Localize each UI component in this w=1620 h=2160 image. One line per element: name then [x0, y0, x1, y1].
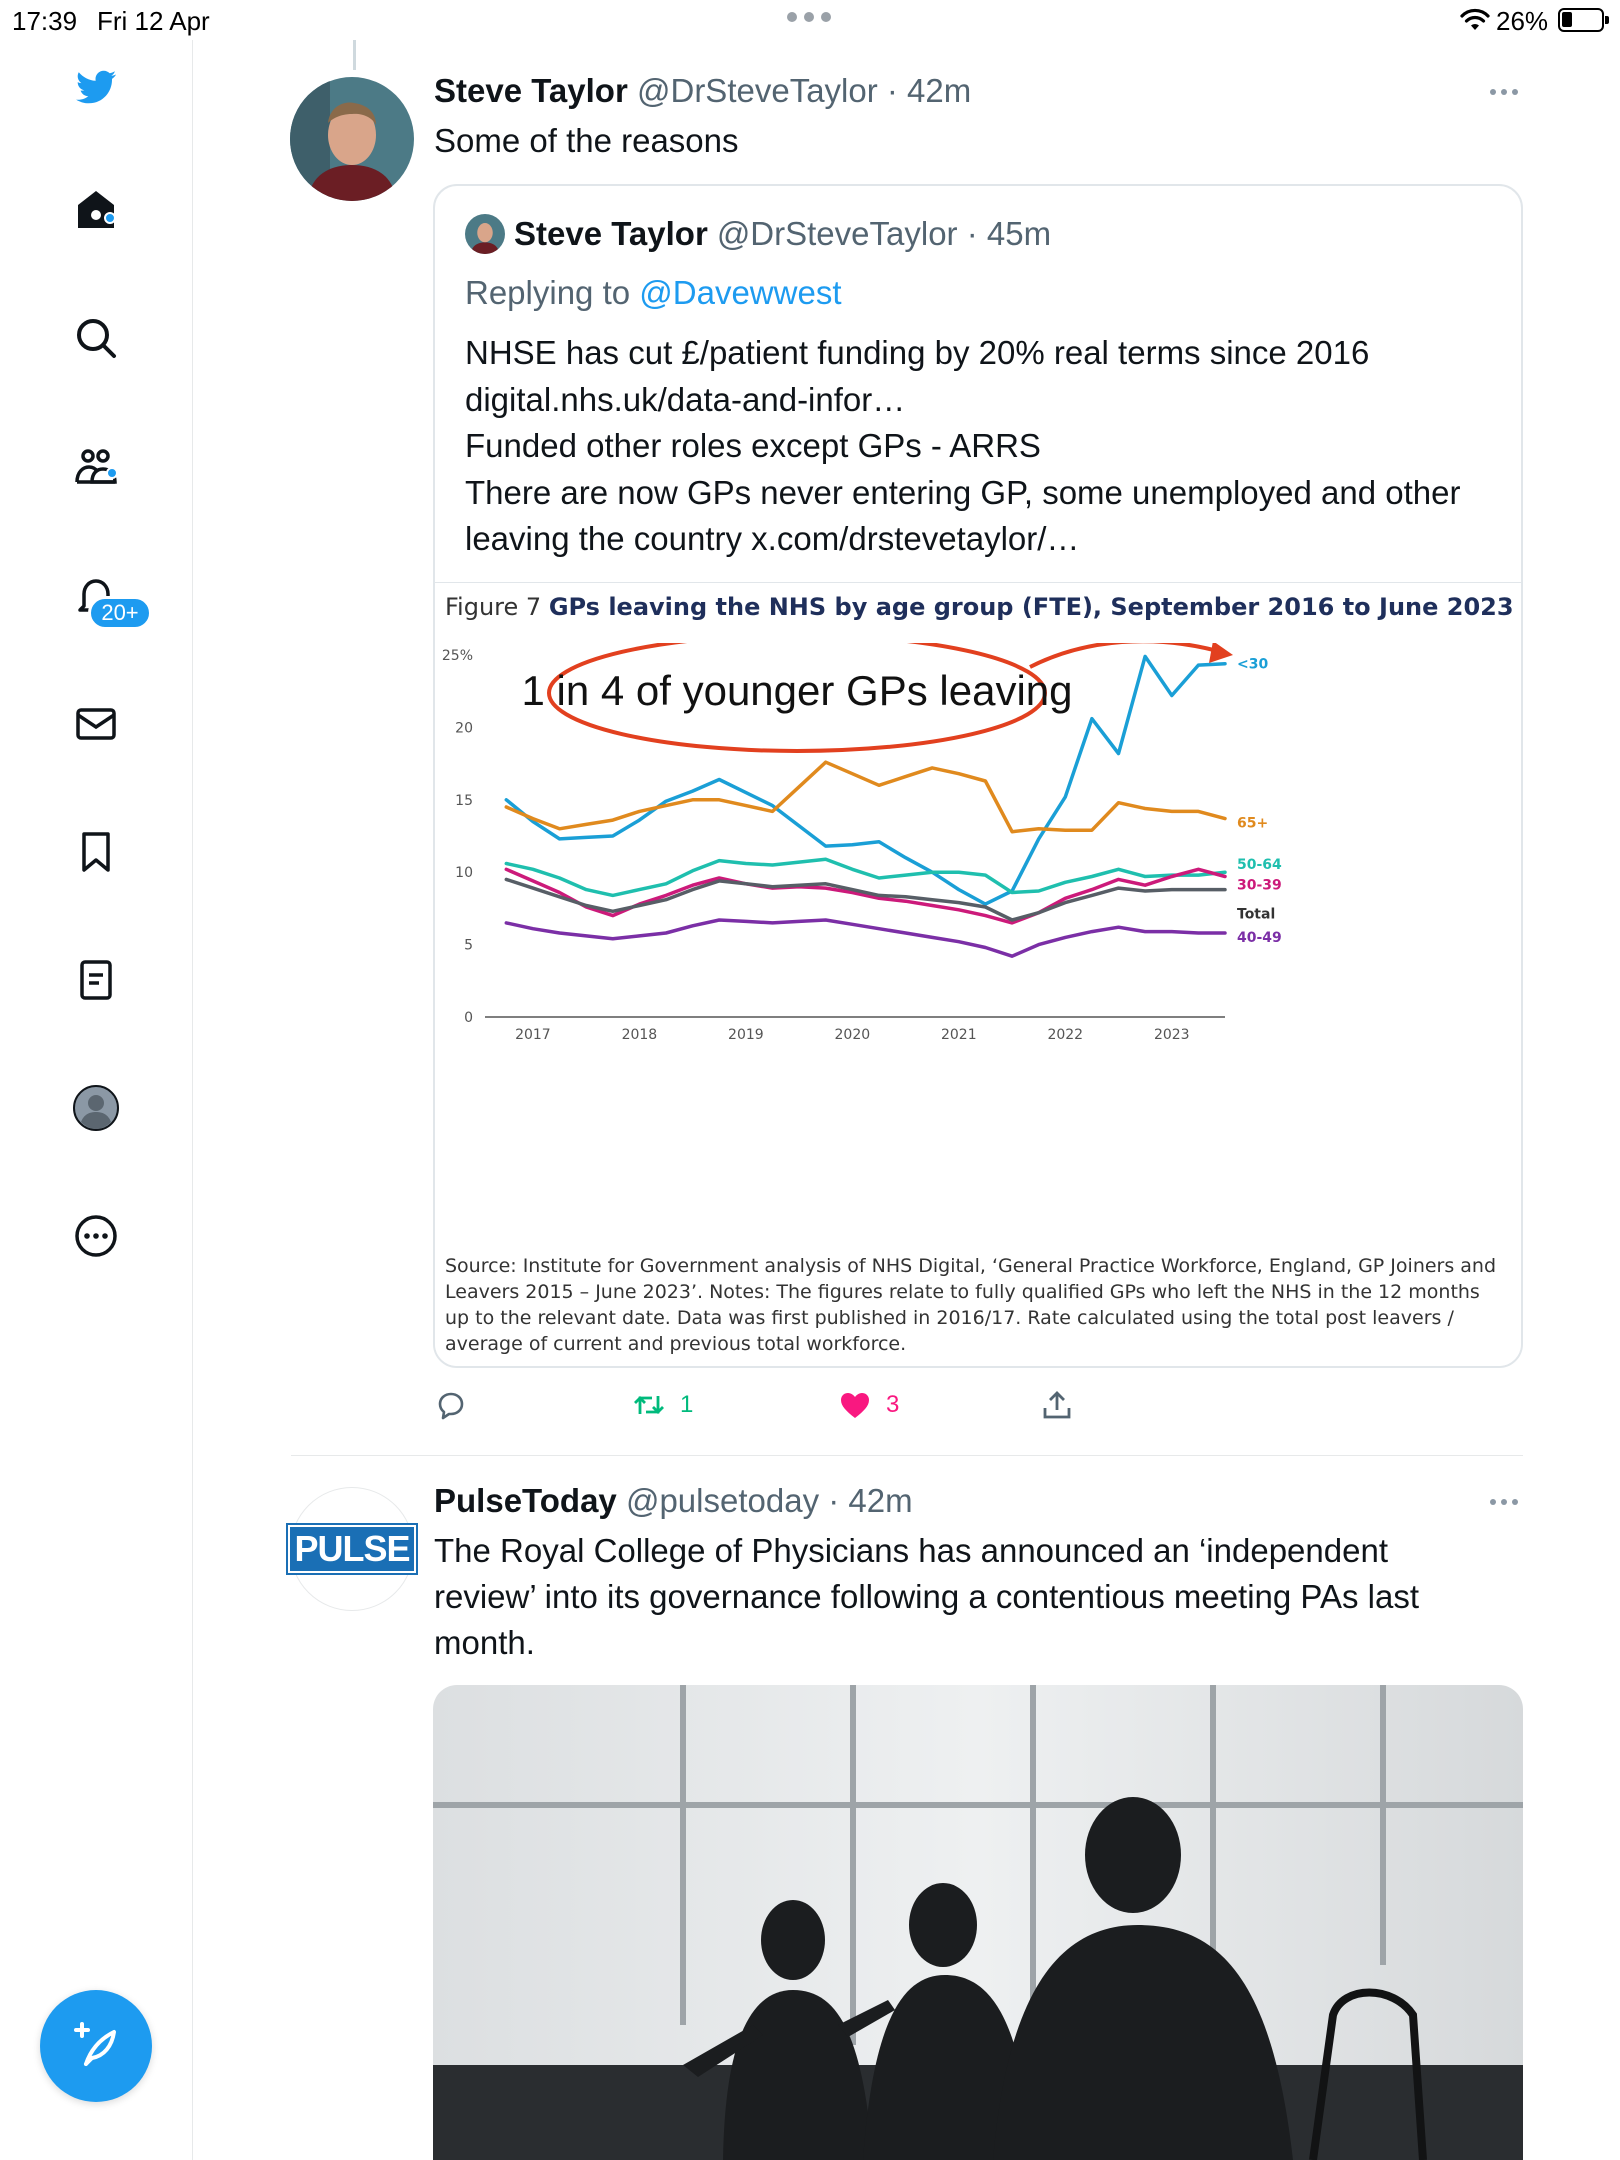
- series-end-label: Total: [1237, 906, 1276, 923]
- chart-image[interactable]: [435, 583, 1523, 1368]
- sidebar-nav: [0, 40, 193, 2160]
- tweet-header: [434, 1482, 913, 1520]
- article-photo[interactable]: [433, 1685, 1523, 2160]
- y-tick-label: 10: [455, 865, 473, 882]
- battery-percent: 26%: [1496, 6, 1549, 36]
- share-upload-icon: [1040, 1388, 1074, 1422]
- replying-to: [465, 274, 842, 312]
- like-button[interactable]: [838, 1388, 899, 1422]
- replying-to-prefix: Replying to: [465, 274, 640, 311]
- feather-plus-icon: [68, 2018, 124, 2074]
- quoted-tweet-card[interactable]: [433, 184, 1523, 1368]
- figure-title: [445, 593, 1514, 621]
- twitter-bird-icon[interactable]: [68, 60, 124, 116]
- author-handle-time[interactable]: @pulsetoday · 42m: [625, 1482, 913, 1519]
- communities-icon[interactable]: [68, 438, 124, 494]
- quoted-text-line: There are now GPs never entering GP, some unemployed and other leaving the country x.com/drstevetaylor/…: [465, 473, 1461, 557]
- multitasking-dots-icon[interactable]: [787, 12, 831, 22]
- quoted-avatar: [465, 214, 505, 254]
- figure-source-note: Source: Institute for Government analysis of NHS Digital, ‘General Practice Workforce, England, GP Joiners and Leavers 2015 – June 2023’. Notes: The figures relate to fully qualified GPs who left the NHS in the 12 months up to the relevant date. Data was first published in 2016/17. Rate calculated using the total post leavers / average of current and previous total workforce.: [445, 1255, 1497, 1355]
- series-end-label: <30: [1237, 656, 1269, 673]
- series-line-65+: [506, 762, 1225, 832]
- y-tick-label: 20: [455, 720, 473, 737]
- share-button[interactable]: [1040, 1388, 1074, 1422]
- notifications-count-badge: 20+: [88, 596, 152, 630]
- tweet-more-button[interactable]: [1484, 1492, 1524, 1512]
- status-time: 17:39: [12, 6, 78, 36]
- replying-to-link[interactable]: @Davewwest: [639, 274, 842, 311]
- compose-tweet-button[interactable]: [40, 1990, 152, 2102]
- tweet-text: Some of the reasons: [434, 122, 739, 159]
- x-tick-label: 2017: [515, 1027, 551, 1043]
- quoted-author-handle-time: @DrSteveTaylor · 45m: [716, 215, 1052, 252]
- x-tick-label: 2020: [834, 1027, 871, 1043]
- x-tick-label: 2021: [940, 1027, 977, 1043]
- battery-icon: [1558, 8, 1604, 32]
- meeting-silhouettes-image: [433, 1685, 1523, 2160]
- tweet-separator: [291, 1455, 1523, 1456]
- messages-envelope-icon[interactable]: [68, 696, 124, 752]
- retweet-count: 1: [680, 1391, 694, 1418]
- author-name[interactable]: PulseToday: [434, 1482, 617, 1519]
- retweet-button[interactable]: [632, 1388, 693, 1422]
- x-tick-label: 2023: [1153, 1027, 1190, 1043]
- quoted-text-line: NHSE has cut £/patient funding by 20% real terms since 2016: [465, 334, 1370, 371]
- wifi-icon: [1460, 6, 1490, 32]
- home-unread-dot: [104, 212, 116, 224]
- author-name[interactable]: Steve Taylor: [434, 72, 628, 109]
- y-tick-label: 15: [455, 792, 473, 809]
- line-chart: [435, 643, 1523, 1253]
- y-tick-label: 5: [464, 937, 473, 954]
- annotation-arrowhead: [1209, 643, 1233, 663]
- series-end-label: 30-39: [1237, 877, 1282, 894]
- lists-icon[interactable]: [68, 952, 124, 1008]
- retweet-icon: [632, 1388, 666, 1422]
- pulse-logo: PULSE: [288, 1525, 415, 1573]
- tweet-header: [434, 72, 971, 110]
- avatar[interactable]: [290, 77, 414, 201]
- y-tick-label: 0: [464, 1010, 473, 1026]
- x-tick-label: 2019: [728, 1027, 764, 1043]
- reply-button[interactable]: [434, 1388, 468, 1422]
- bookmarks-icon[interactable]: [68, 824, 124, 880]
- profile-avatar-icon[interactable]: [68, 1080, 124, 1136]
- series-end-label: 65+: [1237, 815, 1269, 832]
- quoted-text-line: Funded other roles except GPs - ARRS: [465, 427, 1041, 464]
- quoted-tweet-text: [465, 330, 1505, 563]
- tweet-text: The Royal College of Physicians has announced an ‘independent review’ into its governance following a contentious meeting PAs last month.: [434, 1532, 1420, 1661]
- annotation-arrow: [1030, 643, 1225, 667]
- figure-title-text: GPs leaving the NHS by age group (FTE), September 2016 to June 2023: [548, 593, 1514, 621]
- series-line-40-49: [506, 920, 1225, 956]
- x-tick-label: 2018: [621, 1027, 658, 1043]
- tweet-more-button[interactable]: [1484, 82, 1524, 102]
- quoted-tweet-header: [465, 214, 1051, 254]
- series-end-label: 40-49: [1237, 930, 1282, 947]
- author-handle-time[interactable]: @DrSteveTaylor · 42m: [636, 72, 972, 109]
- y-tick-label: 25%: [441, 648, 473, 664]
- person-photo-icon: [290, 77, 414, 201]
- thread-connector-line: [353, 40, 356, 70]
- status-date: Fri 12 Apr: [97, 6, 210, 36]
- annotation-text: 1 in 4 of younger GPs leaving: [521, 667, 1073, 714]
- heart-icon: [838, 1388, 872, 1422]
- figure-label: Figure 7: [445, 593, 549, 621]
- series-end-label: 50-64: [1237, 857, 1282, 874]
- like-count: 3: [886, 1391, 900, 1418]
- avatar[interactable]: [290, 1487, 414, 1611]
- reply-bubble-icon: [434, 1388, 468, 1422]
- status-bar: [0, 0, 1620, 40]
- x-tick-label: 2022: [1047, 1027, 1084, 1043]
- home-icon[interactable]: [68, 182, 124, 238]
- communities-unread-dot: [106, 467, 118, 479]
- more-options-circle-icon[interactable]: [68, 1208, 124, 1264]
- search-icon[interactable]: [68, 310, 124, 366]
- quoted-text-link[interactable]: digital.nhs.uk/data-and-infor…: [465, 380, 906, 418]
- quoted-author-name: Steve Taylor: [514, 215, 708, 252]
